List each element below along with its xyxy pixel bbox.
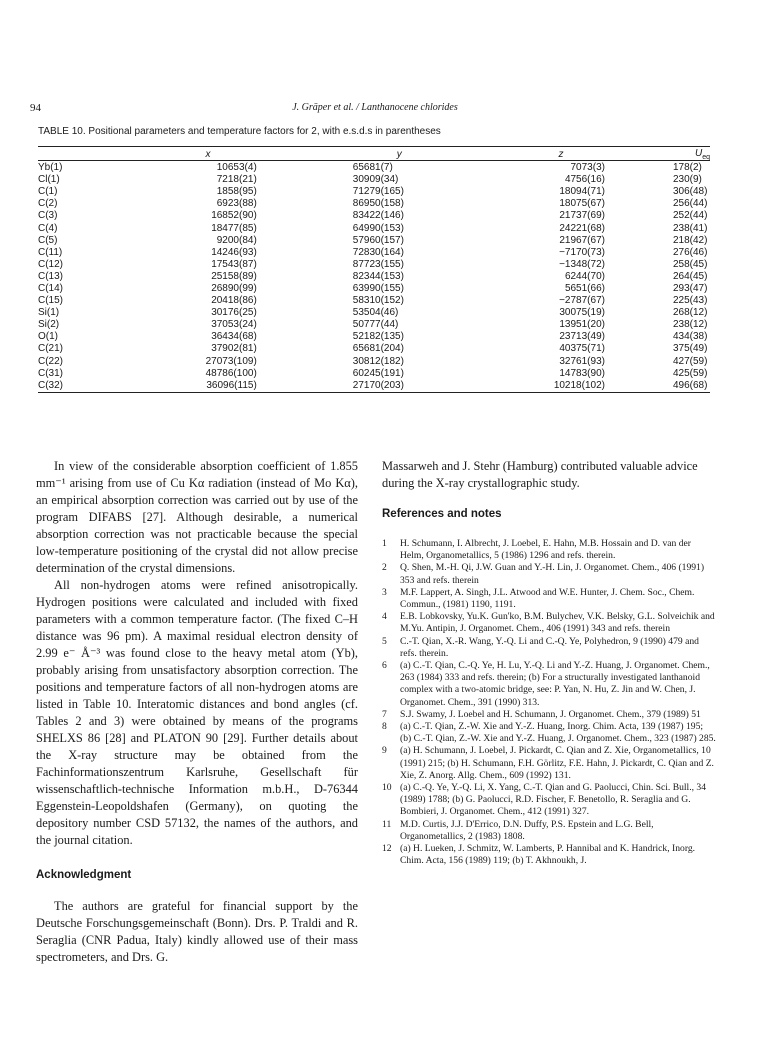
- y-cell: 50777(44): [352, 319, 399, 331]
- reference-item: [382, 843, 716, 867]
- reference-number: 1: [382, 538, 387, 549]
- reference-number: 12: [382, 843, 392, 855]
- atom-cell: C(4): [38, 222, 58, 234]
- z-cell: −2787(67): [559, 295, 605, 307]
- y-cell: 53504(46): [352, 307, 399, 319]
- ueq-cell: 256(44): [672, 198, 708, 210]
- x-cell: 10653(4): [216, 162, 257, 174]
- y-cell: 86950(158): [352, 198, 404, 210]
- right-column: [382, 458, 716, 867]
- body-paragraph: All non-hydrogen atoms were refined anisotropically. Hydrogen positions were calculated and included with fixed parameters with a common temperature factor. (The fixed C–H distance was 96 pm). A maximal residual electron density of 2.99 e⁻ Å⁻³ was found close to the heavy metal atom (Yb), probably arising from unsatisfactory absorption correction. The positions and temperature factors of all non-hydrogen atoms are listed in Table 10. Interatomic distances and bond angles (cf. Tables 2 and 3) were obtained by means of the programs SHELXS 86 [28] and PLATON 90 [29]. Further details about the X-ray structure may be obtained from the Fachinformationszentrum Karlsruhe, Gesellschaft für wissenschaftlich-technische Information m.b.H., D-76344 Eggenstein-Leopoldshafen (Germany), on quoting the depository number CSD 57132, the names of the authors, and the journal citation.: [36, 578, 358, 847]
- z-cell: 21737(69): [559, 210, 605, 222]
- ueq-cell: 225(43): [672, 295, 708, 307]
- z-cell: −7170(73): [559, 246, 605, 258]
- reference-item: [382, 721, 716, 745]
- y-cell: 65681(7): [352, 162, 393, 174]
- x-cell: 20418(86): [211, 295, 257, 307]
- ueq-cell: 375(49): [672, 343, 708, 355]
- y-cell: 71279(165): [352, 186, 404, 198]
- atom-cell: C(5): [38, 234, 58, 246]
- x-cell: 36434(68): [211, 331, 257, 343]
- table-row: [38, 295, 710, 307]
- y-cell: 57960(157): [352, 234, 404, 246]
- z-cell: 32761(93): [559, 355, 605, 367]
- table-row: [38, 174, 710, 186]
- section-heading-references: References and notes: [382, 508, 502, 520]
- z-cell: 40375(71): [559, 343, 605, 355]
- z-cell: 10218(102): [553, 379, 605, 391]
- y-cell: 52182(135): [352, 331, 404, 343]
- reference-item: [382, 745, 716, 782]
- ueq-cell: 178(2): [672, 162, 702, 174]
- table-caption: TABLE 10. Positional parameters and temperature factors for 2, with e.s.d.s in parentheses: [38, 126, 441, 137]
- reference-text: M.F. Lappert, A. Singh, J.L. Atwood and W.E. Hunter, J. Chem. Soc., Chem. Commun., (1981) 1190, 1191.: [400, 586, 695, 611]
- reference-number: 7: [382, 708, 387, 720]
- z-cell: 4756(16): [564, 174, 605, 186]
- table-header-rule: [38, 160, 710, 161]
- y-cell: 72830(164): [352, 246, 404, 258]
- x-cell: 30176(25): [211, 307, 257, 319]
- left-column: [36, 458, 358, 966]
- x-cell: 1858(95): [216, 186, 257, 198]
- reference-text: (a) H. Schumann, J. Loebel, J. Pickardt, C. Qian and Z. Xie, Organometallics, 10 (1991) 215; (b) H. Schumann, F.H. Görlitz, F.E. Hahn, J. Pickardt, C. Qian and Z. Xie, Z. Anorg. Allg. Chem., 609 (1992) 131.: [400, 745, 714, 781]
- ueq-cell: 293(47): [672, 282, 708, 294]
- ueq-cell: 218(42): [672, 234, 708, 246]
- atom-cell: O(1): [38, 331, 58, 343]
- column-header-ueq: $U_{eq}$: [694, 148, 710, 161]
- atom-cell: Si(2): [38, 319, 60, 331]
- reference-text: S.J. Swamy, J. Loebel and H. Schumann, J. Organomet. Chem., 379 (1989) 51: [400, 708, 701, 720]
- reference-item: [382, 538, 716, 562]
- z-cell: 18094(71): [559, 186, 605, 198]
- z-cell: 23713(49): [559, 331, 605, 343]
- ueq-cell: 276(46): [672, 246, 708, 258]
- reference-number: 2: [382, 562, 387, 574]
- reference-list: [382, 538, 716, 867]
- column-header-x: x: [205, 149, 211, 160]
- x-cell: 9200(84): [216, 234, 257, 246]
- x-cell: 14246(93): [211, 246, 257, 258]
- y-cell: 60245(191): [352, 367, 404, 379]
- z-cell: 21967(67): [559, 234, 605, 246]
- x-cell: 37053(24): [211, 319, 257, 331]
- table-row: [38, 368, 710, 380]
- ueq-cell: 238(41): [672, 222, 708, 234]
- ueq-cell: 306(48): [672, 186, 708, 198]
- table-row: [38, 222, 710, 234]
- y-cell: 64990(153): [352, 222, 404, 234]
- atom-cell: C(1): [38, 186, 58, 198]
- table-row: [38, 356, 710, 368]
- atom-cell: C(15): [38, 295, 64, 307]
- table-row: [38, 198, 710, 210]
- reference-item: [382, 660, 716, 709]
- reference-number: 6: [382, 660, 387, 672]
- reference-text: (a) C.-T. Qian, C.-Q. Ye, H. Lu, Y.-Q. Li and Y.-Z. Huang, J. Organomet. Chem., 263 (1984) 333 and refs. therein; (b) For a structurally investigated lanthanoid complex with a two-atomic bridge, see: P. Yan, N. Hu, Z. Jin and W. Chen, J. Organomet. Chem., 391 (1990) 313.: [400, 660, 710, 708]
- x-cell: 27073(109): [205, 355, 257, 367]
- z-cell: 14783(90): [559, 367, 605, 379]
- atom-cell: Yb(1): [38, 162, 63, 174]
- ueq-cell: 238(12): [672, 319, 708, 331]
- reference-item: [382, 636, 716, 660]
- atom-cell: C(31): [38, 367, 64, 379]
- z-cell: 6244(70): [564, 270, 605, 282]
- x-cell: 17543(87): [211, 258, 257, 270]
- z-cell: 7073(3): [570, 162, 605, 174]
- reference-item: [382, 819, 716, 843]
- reference-number: 3: [382, 586, 387, 598]
- reference-item: [382, 587, 716, 611]
- z-cell: 13951(20): [559, 319, 605, 331]
- z-cell: −1348(72): [559, 258, 605, 270]
- atom-cell: C(21): [38, 343, 64, 355]
- running-head: J. Gräper et al. / Lanthanocene chlorides: [292, 102, 458, 113]
- y-cell: 83422(146): [352, 210, 404, 222]
- body-paragraph: In view of the considerable absorption coefficient of 1.855 mm⁻¹ arising from use of Cu Kα radiation (instead of Mo Kα), an empirical absorption correction was carried out by use of the program DIFABS [27]. Although desirable, a numerical absorption correction was not practicable because the special low-temperature positioning of the crystal did not allow precise determination of the crystal dimensions.: [36, 459, 358, 575]
- reference-number: 9: [382, 745, 387, 757]
- z-cell: 18075(67): [559, 198, 605, 210]
- reference-text: H. Schumann, I. Albrecht, J. Loebel, E. Hahn, M.B. Hossain and D. van der Helm, Organometallics, 5 (1986) 1296 and refs. therein.: [400, 538, 691, 562]
- y-cell: 65681(204): [352, 343, 404, 355]
- reference-item: [382, 709, 716, 721]
- reference-number: 11: [382, 818, 392, 830]
- reference-number: 8: [382, 721, 387, 733]
- y-cell: 63990(155): [352, 282, 404, 294]
- atom-cell: C(32): [38, 379, 64, 391]
- reference-item: [382, 562, 716, 586]
- x-cell: 48786(100): [205, 367, 257, 379]
- ueq-cell: 264(45): [672, 270, 708, 282]
- atom-cell: C(12): [38, 258, 64, 270]
- ueq-cell: 434(38): [672, 331, 708, 343]
- x-cell: 18477(85): [211, 222, 257, 234]
- atom-cell: C(22): [38, 355, 64, 367]
- ueq-cell: 268(12): [672, 307, 708, 319]
- acknowledgment-continued: Massarweh and J. Stehr (Hamburg) contributed valuable advice during the X-ray crystallographic study.: [382, 459, 698, 490]
- acknowledgment-text: The authors are grateful for financial support by the Deutsche Forschungsgemeinschaft (Bonn). Drs. P. Traldi and R. Seraglia (CNR Padua, Italy) kindly allowed use of their mass spectrometers, and Drs. G.: [36, 899, 358, 964]
- z-cell: 30075(19): [559, 307, 605, 319]
- atom-cell: Cl(1): [38, 174, 60, 186]
- x-cell: 37902(81): [211, 343, 257, 355]
- y-cell: 82344(153): [352, 270, 404, 282]
- reference-number: 5: [382, 635, 387, 647]
- y-cell: 27170(203): [352, 379, 404, 391]
- y-cell: 30909(34): [352, 174, 399, 186]
- table-row: [38, 271, 710, 283]
- table-row: [38, 162, 710, 174]
- reference-text: M.D. Curtis, J.J. D'Errico, D.N. Duffy, P.S. Epstein and L.G. Bell, Organometallics, 2 (1983) 1808.: [400, 818, 654, 842]
- table-row: [38, 259, 710, 271]
- x-cell: 6923(88): [216, 198, 257, 210]
- table-row: [38, 331, 710, 343]
- atom-cell: C(11): [38, 246, 63, 258]
- y-cell: 87723(155): [352, 258, 404, 270]
- table-row: [38, 380, 710, 392]
- page-number: 94: [30, 102, 41, 114]
- reference-text: (a) C.-Q. Ye, Y.-Q. Li, X. Yang, C.-T. Qian and G. Paolucci, Chin. Sci. Bull., 34 (1989) 1788; (b) G. Paolucci, R.D. Fischer, F. Benetollo, R. Seraglia and G. Bombieri, J. Organomet. Chem., 412 (1991) 327.: [400, 782, 707, 818]
- x-cell: 36096(115): [206, 379, 257, 391]
- reference-item: [382, 782, 716, 819]
- section-heading-acknowledgment: Acknowledgment: [36, 869, 132, 881]
- reference-text: Q. Shen, M.-H. Qi, J.W. Guan and Y.-H. Lin, J. Organomet. Chem., 406 (1991) 353 and refs. therein: [400, 562, 705, 586]
- table-row: [38, 283, 710, 295]
- ueq-cell: 258(45): [672, 258, 708, 270]
- reference-text: (a) H. Lueken, J. Schmitz, W. Lamberts, P. Hannibal and K. Handrick, Inorg. Chim. Acta, 156 (1989) 119; (b) T. Akhnoukh, J.: [400, 843, 696, 867]
- ueq-cell: 230(9): [672, 174, 702, 186]
- atom-cell: C(14): [38, 282, 64, 294]
- reference-number: 4: [382, 611, 387, 623]
- table-row: [38, 186, 710, 198]
- table-row: [38, 210, 710, 222]
- reference-text: (a) C.-T. Qian, Z.-W. Xie and Y.-Z. Huang, Inorg. Chim. Acta, 139 (1987) 195; (b) C.-T. Qian, Z.-W. Xie and Y.-Z. Huang, J. Organomet. Chem., 323 (1987) 285.: [400, 721, 716, 745]
- reference-text: E.B. Lobkovsky, Yu.K. Gun'ko, B.M. Bulychev, V.K. Belsky, G.L. Solveichik and M.Yu. Antipin, J. Organomet. Chem., 406 (1991) 343 and refs. therein: [400, 611, 715, 635]
- page-header: [30, 102, 720, 116]
- ueq-cell: 252(44): [672, 210, 708, 222]
- x-cell: 16852(90): [211, 210, 257, 222]
- atom-cell: C(3): [38, 210, 58, 222]
- table-row: [38, 343, 710, 355]
- reference-item: [382, 611, 716, 635]
- positional-parameters-table: [38, 146, 710, 393]
- atom-cell: Si(1): [38, 307, 60, 319]
- x-cell: 26890(99): [211, 282, 257, 294]
- column-header-z: z: [558, 149, 564, 160]
- column-header-y: y: [396, 149, 402, 160]
- z-cell: 24221(68): [559, 222, 605, 234]
- reference-text: C.-T. Qian, X.-R. Wang, Y.-Q. Li and C.-Q. Ye, Polyhedron, 9 (1990) 479 and refs. therein.: [400, 635, 699, 659]
- y-cell: 30812(182): [352, 355, 404, 367]
- table-row: [38, 319, 710, 331]
- reference-number: 10: [382, 782, 392, 794]
- z-cell: 5651(66): [564, 282, 605, 294]
- ueq-cell: 496(68): [672, 379, 708, 391]
- x-cell: 7218(21): [216, 174, 257, 186]
- y-cell: 58310(152): [352, 295, 404, 307]
- table-row: [38, 235, 710, 247]
- ueq-cell: 427(59): [672, 355, 708, 367]
- ueq-cell: 425(59): [672, 367, 708, 379]
- table-row: [38, 307, 710, 319]
- atom-cell: C(2): [38, 198, 58, 210]
- table-body: [38, 162, 710, 392]
- table-bottom-rule: [38, 392, 710, 393]
- table-row: [38, 247, 710, 259]
- x-cell: 25158(89): [211, 270, 257, 282]
- atom-cell: C(13): [38, 270, 64, 282]
